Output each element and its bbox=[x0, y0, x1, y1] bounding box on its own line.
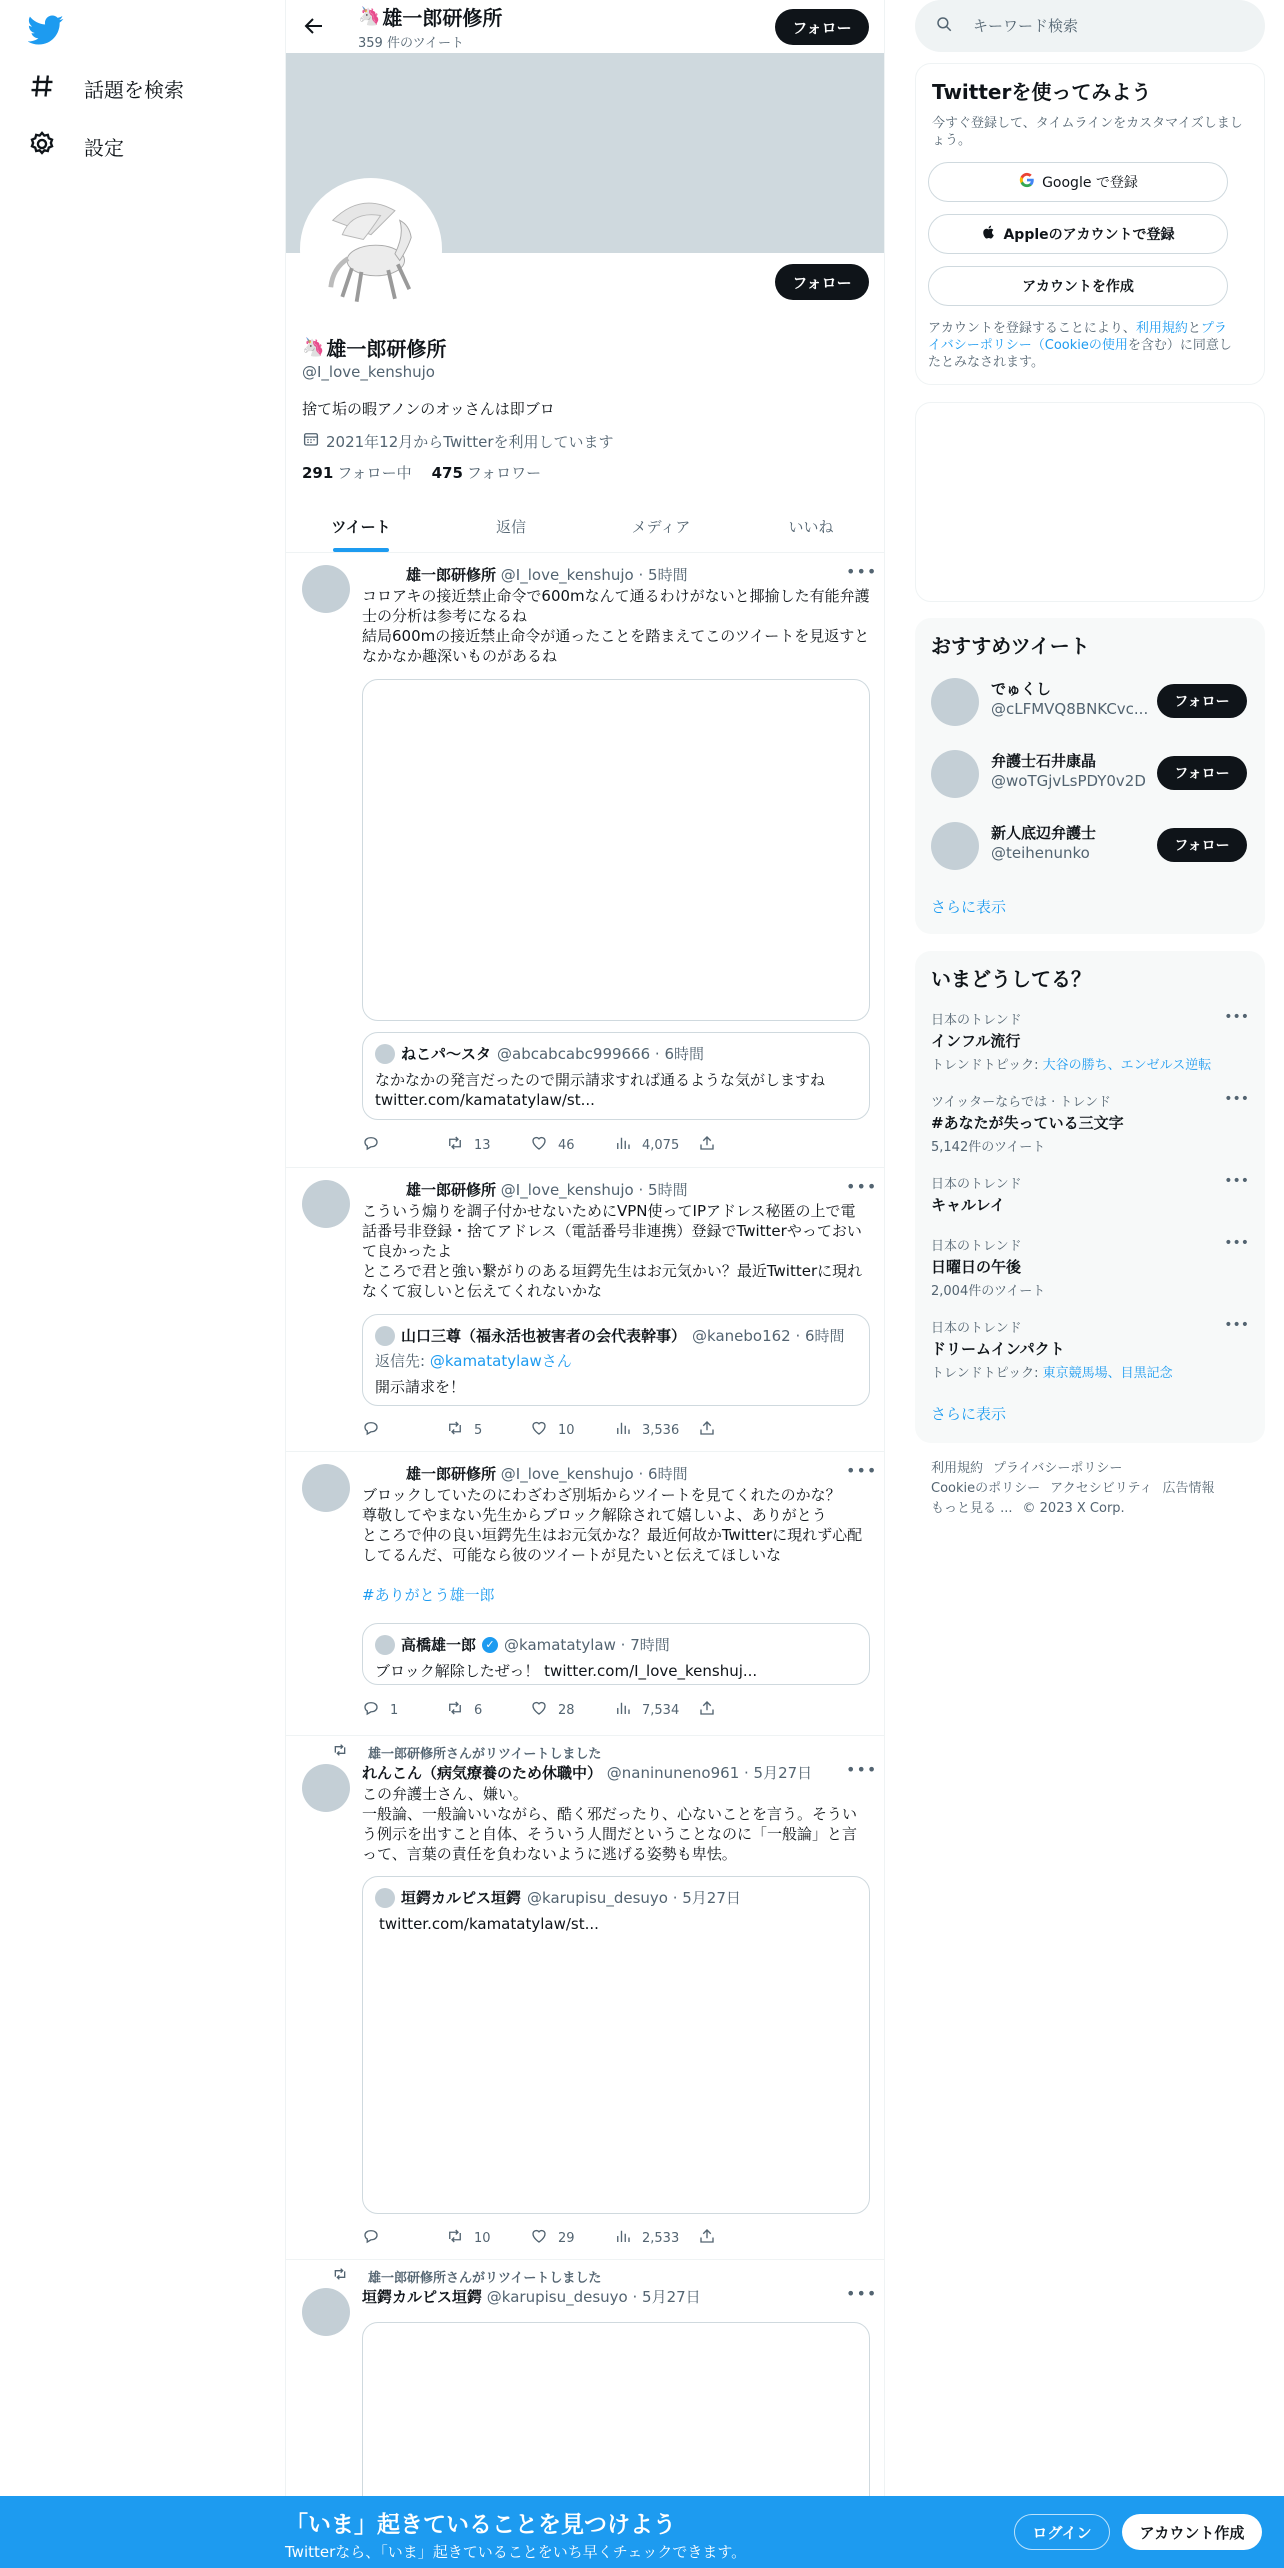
trend-item[interactable]: 日本のトレンド ドリームインパクト トレンドトピック: 東京競馬場、目黒記念 ••• bbox=[931, 1317, 1249, 1381]
more-icon[interactable]: ••• bbox=[846, 562, 878, 581]
signup-subtitle: 今すぐ登録して、タイムラインをカスタマイズしましょう。 bbox=[932, 116, 1243, 148]
footer-link[interactable]: Cookieのポリシー bbox=[931, 1481, 1041, 1496]
privacy-link[interactable]: プライバシーポリシー（Cookieの使用 bbox=[928, 321, 1227, 353]
follow-button[interactable]: フォロー bbox=[1157, 684, 1247, 718]
tweet[interactable] bbox=[286, 1452, 885, 1736]
recommended-user[interactable]: 新人底辺弁護士 @teihenunko フォロー bbox=[931, 818, 1249, 872]
tweet-actions bbox=[362, 1700, 782, 1720]
hashtag-icon bbox=[28, 72, 56, 105]
avatar bbox=[375, 1326, 395, 1346]
share-button[interactable] bbox=[698, 2227, 782, 2249]
tweet-actions bbox=[362, 1420, 782, 1440]
google-icon bbox=[1018, 171, 1036, 193]
tweet-text: この弁護士さん、嫌い。 一般論、一般論いいながら、酷く邪だったり、心ないことを言う。そういう例示を出すこと自体、そういう人間だということなのに「一般論」と言って、言葉の責任を負わないように逃げる姿勢も卑怯。 bbox=[362, 1785, 858, 1863]
quoted-tweet[interactable]: 垣鍔カルピス垣鍔 @karupisu_desuyo · 5月27日 twitter.com/kamatatylaw/st... bbox=[362, 1876, 870, 2214]
gear-icon bbox=[28, 130, 56, 163]
profile-tabs bbox=[286, 500, 885, 553]
retweet-icon bbox=[446, 2227, 464, 2249]
apple-signup-button[interactable]: Appleのアカウントで登録 bbox=[928, 214, 1228, 254]
recommended-card bbox=[915, 618, 1265, 934]
more-icon[interactable]: ••• bbox=[1224, 1235, 1249, 1251]
twitter-bird-icon[interactable] bbox=[28, 12, 64, 48]
share-icon bbox=[698, 2227, 716, 2249]
profile-bio: 捨て垢の暇アノンのオッさんは即ブロ bbox=[302, 400, 555, 418]
more-icon[interactable]: ••• bbox=[846, 1177, 878, 1196]
apple-icon bbox=[981, 224, 997, 244]
signup-prompt-bar bbox=[0, 2496, 1284, 2568]
avatar[interactable] bbox=[302, 1180, 350, 1228]
retweet-icon bbox=[446, 1699, 464, 1721]
views-icon bbox=[614, 1134, 632, 1156]
views-button[interactable]: 2,533 bbox=[614, 2227, 698, 2249]
retweet-icon bbox=[332, 1742, 348, 1762]
trend-item[interactable]: 日本のトレンド キャルレイ ••• bbox=[931, 1173, 1249, 1214]
tab-replies[interactable]: 返信 bbox=[495, 517, 526, 536]
search-bar[interactable] bbox=[915, 0, 1265, 52]
more-icon[interactable]: ••• bbox=[846, 1461, 878, 1480]
profile-avatar[interactable] bbox=[300, 178, 442, 320]
retweet-context: 雄一郎研修所さんがリツイートしました bbox=[332, 2266, 601, 2286]
footer-link[interactable]: アクセシビリティ bbox=[1050, 1481, 1153, 1496]
reply-context: 返信先: @kamatatylawさん bbox=[375, 1352, 572, 1370]
like-button[interactable]: 28 bbox=[530, 1699, 614, 1721]
copyright: © 2023 X Corp. bbox=[1022, 1501, 1125, 1516]
nav-explore[interactable] bbox=[28, 72, 184, 105]
footer-links bbox=[931, 1459, 1251, 1519]
tweet-media[interactable] bbox=[362, 679, 870, 1021]
recommended-title: おすすめツイート bbox=[931, 634, 1090, 658]
heart-icon bbox=[530, 2227, 548, 2249]
nav-explore-label: 話題を検索 bbox=[84, 78, 184, 102]
trends-title: いまどうしてる？ bbox=[931, 967, 1091, 991]
footer-link[interactable]: プライバシーポリシー bbox=[993, 1461, 1123, 1476]
profile-joined: 2021年12月からTwitterを利用しています bbox=[302, 430, 614, 452]
footer-link[interactable]: 広告情報 bbox=[1162, 1481, 1215, 1496]
retweet-icon bbox=[446, 1419, 464, 1441]
views-button[interactable]: 3,536 bbox=[614, 1419, 698, 1441]
retweet-button[interactable]: 13 bbox=[446, 1134, 530, 1156]
profile-stats bbox=[302, 462, 541, 483]
empty-card bbox=[915, 402, 1265, 602]
views-icon bbox=[614, 1699, 632, 1721]
nav-settings-label: 設定 bbox=[84, 136, 124, 160]
nav-settings[interactable] bbox=[28, 130, 124, 163]
terms-link[interactable]: 利用規約 bbox=[1135, 321, 1188, 336]
header-title: 🦄 雄一郎研修所 bbox=[358, 6, 503, 30]
tweet-text: こういう煽りを調子付かせないためにVPN使ってIPアドレス秘匿の上で電話番号非登録・捨てアドレス（電話番号非連携）登録でTwitterやっておいて良かったよ ところで君と強い繋がりのある垣鍔先生はお元気かい？最近Twitterに現れなくて寂しいと伝えてくれないかな bbox=[362, 1202, 863, 1300]
footer-link[interactable]: 利用規約 bbox=[931, 1461, 984, 1476]
signup-card bbox=[915, 63, 1265, 385]
tweet-count: 359 件のツイート bbox=[358, 36, 465, 51]
retweet-button[interactable]: 5 bbox=[446, 1419, 530, 1441]
share-button[interactable] bbox=[698, 1134, 782, 1156]
back-arrow-icon[interactable] bbox=[302, 14, 326, 38]
avatar bbox=[375, 1044, 395, 1064]
profile-handle: @I_love_kenshujo bbox=[302, 363, 435, 381]
tweet-header: 垣鍔カルピス垣鍔 @karupisu_desuyo · 5月27日 bbox=[362, 2288, 701, 2306]
quote-text: twitter.com/kamatatylaw/st... bbox=[379, 1915, 599, 1933]
like-button[interactable]: 46 bbox=[530, 1134, 614, 1156]
tweet-actions bbox=[362, 2228, 782, 2248]
create-account-button[interactable]: アカウントを作成 bbox=[928, 266, 1228, 306]
retweet-icon bbox=[332, 2266, 348, 2286]
profile-header-bar bbox=[286, 0, 885, 53]
avatar[interactable] bbox=[302, 1764, 350, 1812]
reply-icon bbox=[362, 1699, 380, 1721]
avatar bbox=[931, 822, 979, 870]
quoted-tweet[interactable]: ねこパ〜スタ @abcabcabc999666 · 6時間 なかなかの発言だったので開示請求すれば通るような気がしますね twitter.com/kamatatylaw/st... bbox=[362, 1032, 870, 1120]
tweet[interactable] bbox=[286, 553, 885, 1168]
retweet-button[interactable]: 10 bbox=[446, 2227, 530, 2249]
recommended-user[interactable]: 弁護士石井康晶 @woTGjvLsPDY0v2D フォロー bbox=[931, 746, 1249, 800]
heart-icon bbox=[530, 1699, 548, 1721]
retweet-context: 雄一郎研修所さんがリツイートしました bbox=[332, 1742, 601, 1762]
signup-button[interactable]: アカウント作成 bbox=[1122, 2514, 1262, 2550]
quote-text: 開示請求を！ bbox=[375, 1378, 466, 1396]
share-icon bbox=[698, 1419, 716, 1441]
share-button[interactable] bbox=[698, 1699, 782, 1721]
trends-card bbox=[915, 951, 1265, 1443]
profile-column bbox=[285, 0, 885, 2568]
more-icon[interactable]: ••• bbox=[846, 1760, 878, 1779]
share-button[interactable] bbox=[698, 1419, 782, 1441]
google-signup-button[interactable]: Google で登録 bbox=[928, 162, 1228, 202]
quoted-tweet[interactable]: 高橋雄一郎 ✓ @kamatatylaw · 7時間 ブロック解除したぜっ！ twitter.com/I_love_kenshuj... bbox=[362, 1623, 870, 1685]
avatar bbox=[375, 1635, 395, 1655]
retweet-button[interactable]: 6 bbox=[446, 1699, 530, 1721]
views-button[interactable]: 7,534 bbox=[614, 1699, 698, 1721]
tweet-text: ブロックしていたのにわざわざ別垢からツイートを見てくれたのかな？ 尊敬してやまない先生からブロック解除されて嬉しいよ、ありがとう ところで仲の良い垣鍔先生はお元気かな？最近何故かTwitterに現れず心配してるんだ、可能なら彼のツイートが見たいと伝えてほしいな bbox=[362, 1486, 863, 1564]
tweet-header: 雄一郎研修所 @I_love_kenshujo · 6時間 bbox=[406, 1465, 688, 1483]
profile-name: 🦄 雄一郎研修所 bbox=[302, 337, 447, 361]
hashtag-link[interactable]: #ありがとう雄一郎 bbox=[362, 1586, 495, 1604]
tab-media[interactable]: メディア bbox=[631, 517, 691, 536]
avatar[interactable] bbox=[302, 565, 350, 613]
trend-item[interactable]: ツイッターならでは · トレンド #あなたが失っている三文字 5,142件のツイート ••• bbox=[931, 1091, 1249, 1155]
like-button[interactable]: 29 bbox=[530, 2227, 614, 2249]
reply-button[interactable] bbox=[362, 1419, 446, 1441]
followers-link[interactable]: 475 フォロワー bbox=[431, 464, 542, 482]
share-icon bbox=[698, 1134, 716, 1156]
signup-title: Twitterを使ってみよう bbox=[932, 80, 1152, 104]
reply-button[interactable] bbox=[362, 2227, 446, 2249]
reply-button[interactable]: 1 bbox=[362, 1699, 446, 1721]
reply-button[interactable] bbox=[362, 1134, 446, 1156]
trend-item[interactable]: 日本のトレンド 日曜日の午後 2,004件のツイート ••• bbox=[931, 1235, 1249, 1299]
share-icon bbox=[698, 1699, 716, 1721]
avatar bbox=[931, 750, 979, 798]
tweet-text: コロアキの接近禁止命令で600mなんて通るわけがないと揶揄した有能弁護士の分析は参考になるね 結局600mの接近禁止命令が通ったことを踏まえてこのツイートを見返すとなかなか趣深いものがあるね bbox=[362, 587, 870, 665]
avatar[interactable] bbox=[302, 2288, 350, 2336]
trend-item[interactable]: 日本のトレンド インフル流行 トレンドトピック: 大谷の勝ち、エンゼルス逆転 ••• bbox=[931, 1009, 1249, 1073]
follow-button[interactable]: フォロー bbox=[1157, 828, 1247, 862]
tab-likes[interactable]: いいね bbox=[788, 517, 834, 536]
avatar[interactable] bbox=[302, 1464, 350, 1512]
more-icon[interactable]: ••• bbox=[1224, 1173, 1249, 1189]
avatar bbox=[931, 678, 979, 726]
reply-icon bbox=[362, 1419, 380, 1441]
tweet[interactable] bbox=[286, 1736, 885, 2260]
avatar bbox=[375, 1888, 395, 1908]
heart-icon bbox=[530, 1134, 548, 1156]
show-more-link[interactable]: さらに表示 bbox=[931, 898, 1007, 916]
unicorn-emoji-icon: 🦄 bbox=[358, 6, 381, 27]
unicorn-emoji-icon: 🦄 bbox=[302, 337, 325, 358]
show-more-link[interactable]: さらに表示 bbox=[931, 1405, 1007, 1423]
more-icon[interactable]: ••• bbox=[846, 2284, 878, 2303]
recommended-user[interactable]: でゅくし @cLFMVQ8BNKCvc... フォロー bbox=[931, 674, 1249, 728]
follow-button[interactable]: フォロー bbox=[1157, 756, 1247, 790]
search-input[interactable] bbox=[973, 17, 1223, 35]
views-button[interactable]: 4,075 bbox=[614, 1134, 698, 1156]
signup-legal: アカウントを登録することにより、利用規約とプライバシーポリシー（Cookieの使用を含む）に同意したとみなされます。 bbox=[928, 321, 1232, 370]
search-icon bbox=[935, 15, 953, 37]
reply-icon bbox=[362, 2227, 380, 2249]
header-follow-button[interactable]: フォロー bbox=[775, 9, 869, 45]
more-icon[interactable]: ••• bbox=[1224, 1009, 1249, 1025]
profile-follow-button[interactable]: フォロー bbox=[775, 264, 869, 300]
tweet-header: れんこん（病気療養のため休職中） @naninuneno961 · 5月27日 bbox=[362, 1764, 813, 1782]
footer-link[interactable]: もっと見る ... bbox=[931, 1501, 1013, 1516]
quoted-tweet[interactable]: 山口三尊（福永活也被害者の会代表幹事） @kanebo162 · 6時間 返信先: @kamatatylawさん 開示請求を！ bbox=[362, 1314, 870, 1406]
tweet-header: 雄一郎研修所 @I_love_kenshujo · 5時間 bbox=[406, 566, 688, 584]
tab-tweets[interactable]: ツイート bbox=[286, 500, 436, 552]
bottom-bar-title: 「いま」起きていることを見つけよう bbox=[285, 2512, 676, 2538]
quote-text: ブロック解除したぜっ！ twitter.com/I_love_kenshuj... bbox=[375, 1662, 758, 1680]
tweet[interactable] bbox=[286, 1168, 885, 1452]
heart-icon bbox=[530, 1419, 548, 1441]
tweet-header: 雄一郎研修所 @I_love_kenshujo · 5時間 bbox=[406, 1181, 688, 1199]
retweet-icon bbox=[446, 1134, 464, 1156]
calendar-icon bbox=[302, 430, 320, 452]
reply-icon bbox=[362, 1134, 380, 1156]
bottom-bar-subtitle: Twitterなら、「いま」起きていることをいち早くチェックできます。 bbox=[285, 2543, 747, 2561]
following-link[interactable]: 291 フォロー中 bbox=[302, 464, 412, 482]
left-nav bbox=[0, 0, 285, 2568]
like-button[interactable]: 10 bbox=[530, 1419, 614, 1441]
login-button[interactable]: ログイン bbox=[1014, 2514, 1110, 2550]
more-icon[interactable]: ••• bbox=[1224, 1091, 1249, 1107]
tweet-actions bbox=[362, 1135, 782, 1155]
views-icon bbox=[614, 2227, 632, 2249]
more-icon[interactable]: ••• bbox=[1224, 1317, 1249, 1333]
verified-badge-icon: ✓ bbox=[482, 1637, 498, 1653]
quote-text: なかなかの発言だったので開示請求すれば通るような気がしますね twitter.com/kamatatylaw/st... bbox=[375, 1071, 826, 1109]
views-icon bbox=[614, 1419, 632, 1441]
